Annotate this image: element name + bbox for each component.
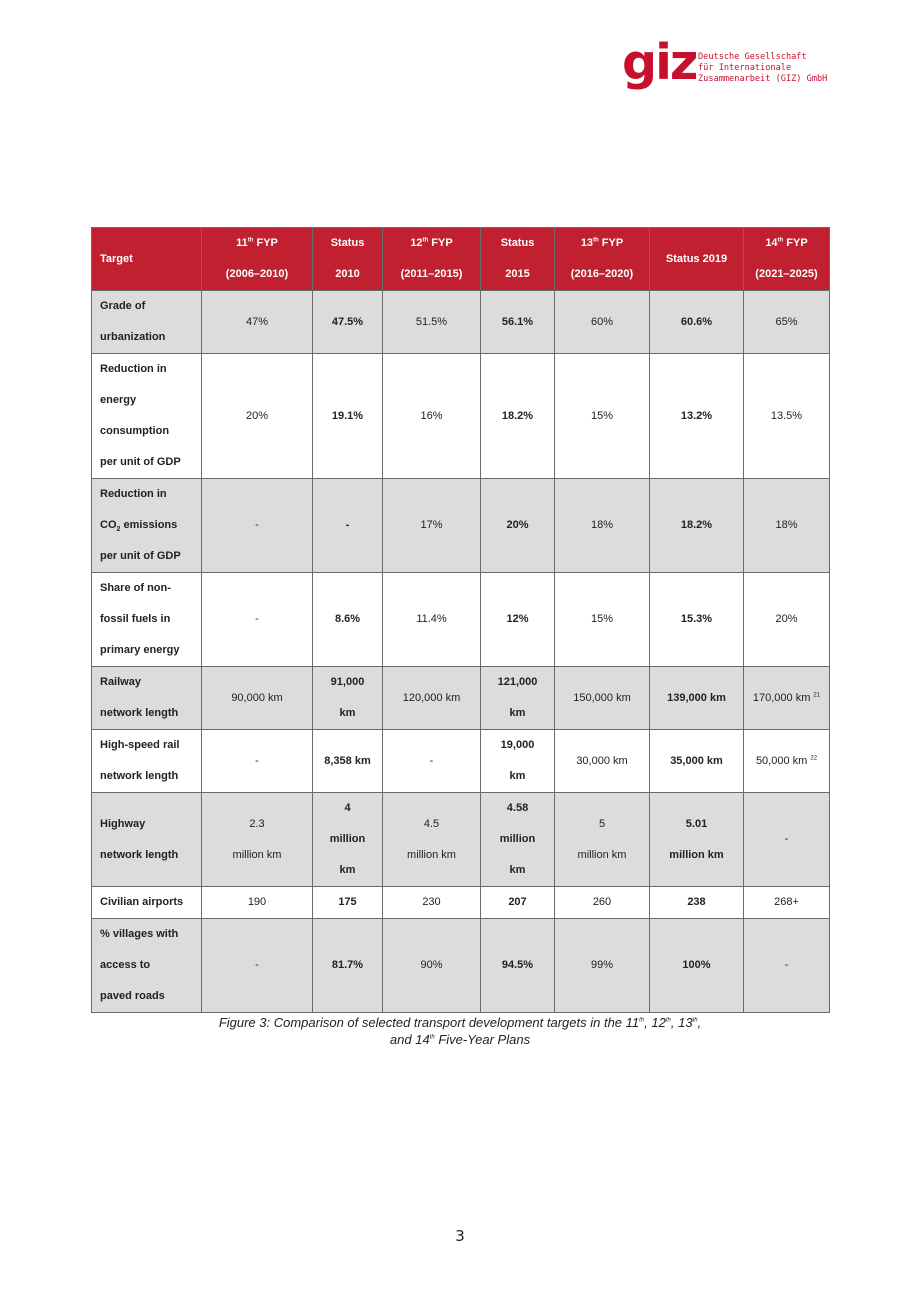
table-row [92, 667, 830, 730]
value-cell: 16% [383, 354, 481, 479]
value-cell: 30,000 km [555, 730, 650, 793]
value-cell: 13.2% [650, 354, 744, 479]
logo-line: Zusammenarbeit (GIZ) GmbH [698, 74, 828, 84]
value-cell: 139,000 km [650, 667, 744, 730]
value-cell: 8.6% [313, 573, 383, 667]
value-cell: 91,000 km [313, 667, 383, 730]
value-cell: 50,000 km $^{22}$ [744, 730, 830, 793]
value-cell: 35,000 km [650, 730, 744, 793]
table-row [92, 919, 830, 1013]
value-cell: 20% [744, 573, 830, 667]
fyp-targets-table [91, 227, 830, 1013]
table-row [92, 354, 830, 479]
table-row [92, 479, 830, 573]
value-cell: 81.7% [313, 919, 383, 1013]
value-cell: 12% [481, 573, 555, 667]
logo-line: für Internationale [698, 63, 792, 73]
value-cell: 260 [555, 887, 650, 919]
value-cell: 2.3 million km [202, 793, 313, 887]
value-cell: 17% [383, 479, 481, 573]
value-cell: - [383, 730, 481, 793]
caption-line-2: and 14th Five-Year Plans [389, 1032, 531, 1047]
value-cell: 15% [555, 573, 650, 667]
value-cell: 94.5% [481, 919, 555, 1013]
value-cell: 11.4% [383, 573, 481, 667]
value-cell: 18.2% [650, 479, 744, 573]
value-cell: 100% [650, 919, 744, 1013]
value-cell: - [744, 793, 830, 887]
value-cell: 4.5 million km [383, 793, 481, 887]
column-header-target: Target [92, 228, 202, 291]
value-cell: 19,000 km [481, 730, 555, 793]
column-header: Status 2019 [650, 228, 744, 291]
giz-logo-mark: giz [622, 34, 697, 91]
value-cell: 15% [555, 354, 650, 479]
table-row [92, 291, 830, 354]
value-cell: 47% [202, 291, 313, 354]
table-row [92, 573, 830, 667]
value-cell: 230 [383, 887, 481, 919]
column-header: 14th FYP (2021–2025) [744, 228, 830, 291]
value-cell: 15.3% [650, 573, 744, 667]
table-row [92, 730, 830, 793]
value-cell: - [202, 919, 313, 1013]
value-cell: - [202, 573, 313, 667]
logo-line: Deutsche Gesellschaft [698, 52, 807, 62]
value-cell: 5.01 million km [650, 793, 744, 887]
value-cell: 18% [555, 479, 650, 573]
table-header-row [92, 228, 830, 291]
value-cell: - [202, 479, 313, 573]
target-cell: Reduction in $CO_2$ emissions per unit of GDP [92, 479, 202, 573]
target-cell: Reduction in energy consumption per unit of GDP [92, 354, 202, 479]
table-body [92, 291, 830, 1013]
value-cell: 19.1% [313, 354, 383, 479]
value-cell: 60.6% [650, 291, 744, 354]
target-cell: Railway network length [92, 667, 202, 730]
value-cell: 18% [744, 479, 830, 573]
target-cell: % villages with access to paved roads [92, 919, 202, 1013]
value-cell: 65% [744, 291, 830, 354]
value-cell: 90,000 km [202, 667, 313, 730]
target-cell: Grade of urbanization [92, 291, 202, 354]
value-cell: 13.5% [744, 354, 830, 479]
value-cell: - [313, 479, 383, 573]
value-cell: 47.5% [313, 291, 383, 354]
value-cell: - [744, 919, 830, 1013]
giz-logo-text [698, 52, 827, 85]
value-cell: 90% [383, 919, 481, 1013]
value-cell: 99% [555, 919, 650, 1013]
value-cell: 175 [313, 887, 383, 919]
value-cell: 20% [481, 479, 555, 573]
figure-caption [0, 1014, 920, 1048]
value-cell: 51.5% [383, 291, 481, 354]
column-header: Status 2010 [313, 228, 383, 291]
value-cell: 238 [650, 887, 744, 919]
target-cell: Share of non- fossil fuels in primary energy [92, 573, 202, 667]
target-cell: Highway network length [92, 793, 202, 887]
value-cell: 8,358 km [313, 730, 383, 793]
table-row [92, 887, 830, 919]
caption-line-1: Figure 3: Comparison of selected transport development targets in the 11th, 12th, 13th, [218, 1015, 702, 1030]
column-header: 13th FYP (2016–2020) [555, 228, 650, 291]
value-cell: 120,000 km [383, 667, 481, 730]
target-cell: High-speed rail network length [92, 730, 202, 793]
table-row [92, 793, 830, 887]
value-cell: 170,000 km $^{21}$ [744, 667, 830, 730]
value-cell: 18.2% [481, 354, 555, 479]
column-header: 11th FYP (2006–2010) [202, 228, 313, 291]
value-cell: 4.58 million km [481, 793, 555, 887]
value-cell: 4 million km [313, 793, 383, 887]
value-cell: 207 [481, 887, 555, 919]
value-cell: 60% [555, 291, 650, 354]
value-cell: 5 million km [555, 793, 650, 887]
giz-logo [622, 34, 837, 104]
column-header: 12th FYP (2011–2015) [383, 228, 481, 291]
column-header: Status 2015 [481, 228, 555, 291]
value-cell: 190 [202, 887, 313, 919]
value-cell: 121,000 km [481, 667, 555, 730]
value-cell: 56.1% [481, 291, 555, 354]
value-cell: 20% [202, 354, 313, 479]
target-cell: Civilian airports [92, 887, 202, 919]
value-cell: 150,000 km [555, 667, 650, 730]
value-cell: 268+ [744, 887, 830, 919]
value-cell: - [202, 730, 313, 793]
page-number: 3 [455, 1227, 465, 1245]
